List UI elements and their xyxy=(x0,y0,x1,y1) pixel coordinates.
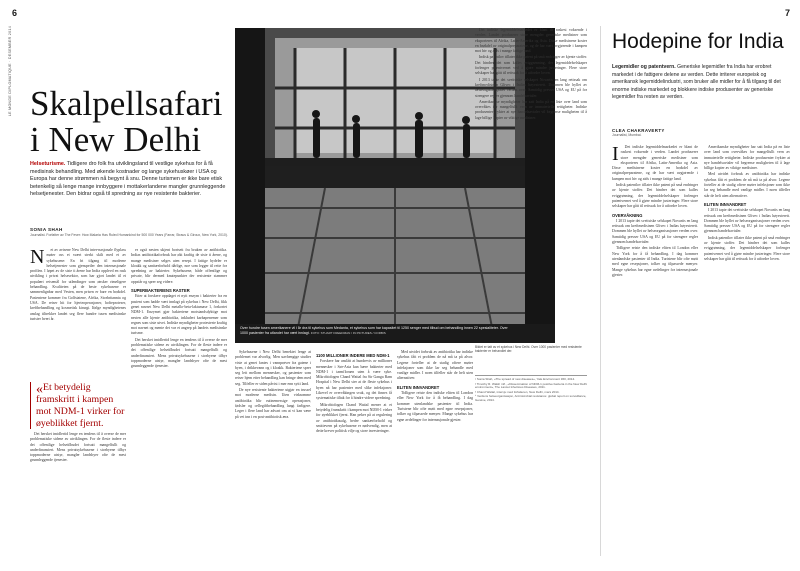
body-column-3 xyxy=(235,350,311,562)
right-article-headline: Hodepine for India xyxy=(612,30,784,53)
pull-quote xyxy=(30,382,126,429)
left-page-number: 6 xyxy=(12,8,18,18)
body-paragraph: Indisk patentlov tillater ikke patent på små endringer av kjente stoffer. Det hindrer det som kalles eviggrønning, der legemiddelselskaper forlenger patentvernet ved å gjøre mindre justeringer. Flere store selskaper har gått til rettssak for å utfordre loven. xyxy=(475,55,587,76)
body-paragraph: Det hersket imidlertid lenge en tendens til å overse de mer problematiske sidene av utviklingen. For de fleste indere er det offentlige helsetilbudet fortsatt mangelfullt og underfinansiert. Mens privatsykehusene i storbyene tilbyr toppmoderne utstyr, mangler landsbyer ofte de mest grunnleggende tjenester. xyxy=(30,432,126,463)
footnote: ² Timothy R. Walsh mfl., «Dissemination of NDM-1 positive bacteria in the New Delhi environment», The Lancet Infectious Diseases, 2011. xyxy=(475,381,587,390)
footnote: ³ Chand Wattal, intervju med forfatteren, New Delhi, mars 2014. xyxy=(475,389,560,394)
body-paragraph: Med utvidet forbruk av antibiotika har indiske sykehus fått et problem de nå må ta på alvor. Legene forteller at de stadig oftere møter infeksjoner som ikke lar seg behandle med vanlige midler. I noen tilfeller står de helt uten alternativer. xyxy=(704,172,790,198)
body-paragraph: Tidligere reiste den indiske eliten til London eller New York for å få behandling. I dag kommer utenlandske pasienter til India. Turistene blir ofte møtt med egne resepsjoner, tolker og tilpassede menyer. Mange sykehus har egne avdelinger for internasjonale gjester. xyxy=(397,391,473,422)
side-runner: LE MONDE DIPLOMATIQUE · DESEMBER 2014 xyxy=(8,26,12,117)
body-column-5 xyxy=(397,350,473,562)
body-column-2 xyxy=(131,248,227,562)
byline-description: Journalist. Forfatter av The Fever: How Malaria Has Ruled Humankind for 500 000 Years (Farrar, Straus & Giroux, New York, 2010). xyxy=(30,233,228,237)
right-body-column-1 xyxy=(612,145,698,563)
body-paragraph: Sykehusene i New Delhi benektet lenge at problemet var alvorlig. Men uavhengige studier viste at genet fantes i vannprøver fra gatene i byen, i drikkevann og i kloakk. Bakteriene sprer seg lett mellom mennesker, og pasienter som reiser hjem etter behandling kan bringe dem med seg. Tilfeller er siden påvist i mer enn sytti land. xyxy=(235,350,311,386)
article-lead xyxy=(30,161,228,199)
body-paragraph: Etter at forskere oppdaget et nytt enzym i bakterier fra en pasient som hadde vært innlagt på sykehus i New Delhi, fikk genet navnet New Delhi metallo-beta-laktamase 1, forkortet NDM-1. Enzymet gjør bakteriene motstandsdyktige mot nesten alle kjente antibiotika, inkludert karbapenemer som regnes som siste utvei. Indiske myndigheter protesterte kraftig mot navnet og mente det var et angrep på landets medisinske turisme. xyxy=(131,294,227,336)
body-paragraph: Tidligere reiste den indiske eliten til London eller New York for å få behandling. I dag kommer utenlandske pasienter til India. Turistene blir ofte møtt med egne resepsjoner, tolker og tilpassede menyer. Mange sykehus har egne avdelinger for internasjonale gjester. xyxy=(612,246,698,277)
body-paragraph: Forskere har anslått at hundrevis av millioner mennesker i Sør-Asia kan bære bakterier med NDM-1 i tarmfloraen uten å være syke. Mikrobiologen Chand Wattal fra Sir Ganga Ram Hospital i New Delhi sier at de fleste sykehus i byen nå har pasienter med slike infeksjoner. Likevel er overvåkingen svak, og det finnes få systematiske tiltak for å hindre videre spredning. xyxy=(316,359,392,401)
footnote: ⁴ Verdens helseorganisasjon, Antimicrobial resistance: global report on surveillance, Genève, 2014. xyxy=(475,394,587,403)
body-paragraph: Amerikanske myndigheter har satt India på en liste over land som overvåkes for mangelfullt vern av immaterielle rettigheter. Indiske produsenter frykter at nye handelsavtaler vil begrense muligheten til å lage billige kopier av viktige medisiner. xyxy=(704,145,790,171)
notes-divider xyxy=(475,375,587,376)
sidebar-caption: Bildet er tatt av et sykehus i New Delhi. Over 1000 pasienter med resistente bakterier er behandlet der. xyxy=(475,345,582,354)
subheading: ELITEN INNVANDRET xyxy=(704,201,747,207)
body-paragraph: I 2013 tapte det sveitsiske selskapet Novartis en lang rettssak om kreftmedisinen Glivec i Indias høyesterett. Dommen ble hyllet av helseorganisasjoner verden over. Samtidig presser USA og EU på for strengere regler gjennom handelsavtaler. xyxy=(612,218,698,245)
body-paragraph: Med utvidet forbruk av antibiotika har indiske sykehus fått et problem de nå må ta på alvor. Legene forteller at de stadig oftere møter infeksjoner som ikke lar seg behandle med vanlige midler. I noen tilfeller står de helt uten alternativer. xyxy=(397,350,473,381)
body-paragraph: Amerikanske myndigheter har satt India på en liste over land som overvåkes for mangelfullt vern av immaterielle rettigheter. Indiske produsenter frykter at nye handelsavtaler vil begrense muligheten til å lage billige kopier av viktige medisiner. xyxy=(475,99,587,120)
page-gutter xyxy=(600,26,601,556)
subheading: 1100 MILLIONER INDERE MED NDM-1 xyxy=(316,353,390,358)
body-paragraph: Det indiske legemiddelmarkedet er blant de raskest voksende i verden. Landet produserer store mengder generiske medisiner som eksporteres til Afrika, Latin-Amerika og Asia. Disse medisinene koster en brøkdel av originalpreparatene, og de har vært avgjørende i kampen mot hiv og aids i mange fattige land. xyxy=(475,28,587,54)
right-page-number: 7 xyxy=(784,8,790,18)
lead-text: Tidligere dro folk fra utviklingsland til vestlige sykehus for å få medisinsk behandling. Med økende kostnader og lange sykehuskøer i USA og Europa har denne strømmen nå begynt å snu. Denne turismen er ikke bare etisk betenkelig så lenge mange innbyggere i mottakerlandene mangler grunnleggende helsetjenester. Den bidrar også til spredning av nye resistente bakterier. xyxy=(30,161,226,198)
lead-kicker: Helseturisme. xyxy=(30,161,66,167)
photo-credit: FOTO: STUART FREEDMAN / IN PICTURES / CORBIS xyxy=(310,330,386,335)
body-paragraph: et av avisene New Delhi inter-nasjonale flyplass møter oss et svært sterkt skilt med et av sykehusene: En fri tilgang til moderne helsetjenester som gjenspeiler den internasjonale profilen. I løpet av de siste ti årene har India opplevd en rask utvikling i privat helsesektor, som har gjort landet til et populært reisemål for utlendinger som ønsker rimeligere behandling. Kvaliteten på de beste sykehusene er sammenlignbar med Vesten, men prisen er bare en brøkdel. Pasientene kommer fra Golfstatene, Afrika, Storbritannia og USA. De reiser hit for hjerteoperasjoner, hofteproteser, kreftbehandling og kosmetisk kirurgi. Ifølge myndighetenes anslag tiltrekker landet seg flere hundre tusen medisinske turister hvert år. xyxy=(30,248,126,321)
right-body-column-2 xyxy=(704,145,790,563)
subheading: ELITEN INNVANDRET xyxy=(397,384,440,390)
caption-text: Over hundre tusen amerikanere vil i år dra til sykehus som Medanta, et sykehus som har kapasitet til 1250 senger med tilbud om behandling innen 22 spesialiteter. Over 1000 pasienter fra utlandet har vært innlagt. xyxy=(240,326,508,335)
subheading: OVERVÅKNING xyxy=(612,212,643,218)
body-paragraph: Det hersket imidlertid lenge en tendens til å overse de mer problematiske sidene av utviklingen. For de fleste indere er det offentlige helsetilbudet fortsatt mangelfullt og underfinansiert. Mens privatsykehusene i storbyene tilbyr toppmoderne utstyr, mangler landsbyer ofte de mest grunnleggende tjenester. xyxy=(131,337,227,369)
body-paragraph: Mikrobiologen Chand Wattal mener at et betydelig framskritt i kampen mot NDM-1 virker for øyeblikket fjernt. Han peker på at regulering av antibiotikasalg, bedre sanitærforhold og smittevern på sykehusene er nødvendig, men at dette krever politisk vilje og store investeringer. xyxy=(316,402,392,434)
body-paragraph: er også nesten ukjent bortsett fra bruken av antibiotika. Indias antibiotikaforbruk har økt kraftig de siste ti årene, og mange medisiner selges uten resept. I fattige bydeler er kloakk og sanitærforhold dårlige, noe som legger til rette for spredning av bakterier. Sykehusene, både offentlige og private, blir dermed knutepunkter der resistente stammer oppstår og sprer seg videre. xyxy=(131,248,227,284)
right-byline-name: CLEA CHAKRAVERTY xyxy=(612,128,665,133)
drop-cap: N xyxy=(30,248,45,268)
article-byline xyxy=(30,227,228,237)
body-column-1 xyxy=(30,248,126,378)
footnote: ¹ Sonia Shah, «The spread of new diseases», Yale Environment 360, 2014. xyxy=(475,378,575,381)
body-paragraph: De nye resistente bakteriene utgjør en trussel mot moderne medisin. Uten virksomme antibiotika blir rutinemessige operasjoner, fødsler og cellegiftbehandling langt farligere. Leger i flere land har advart om at vi kan være på vei inn i en post-antibiotisk æra. xyxy=(235,388,311,419)
body-paragraph: Indisk patentlov tillater ikke patent på små endringer av kjente stoffer. Det hindrer det som kalles eviggrønning, der legemiddelselskaper forlenger patentvernet ved å gjøre mindre justeringer. Flere store selskaper har gått til rettssak for å utfordre loven. xyxy=(704,235,790,261)
right-byline-description: Journalist, Mumbai. xyxy=(612,133,642,137)
right-lead-kicker: Legemidler og patentvern. xyxy=(612,64,676,70)
article-headline: Skalpellsafari i New Delhi xyxy=(30,84,223,159)
right-lead-text: Generiske legemidler fra India har erobret markedet i de fattigere delene av verden. Dette irriterer europeisk og amerikansk legemiddelindustri, som bruker alle midler for å få tilgang til det enorme indiske markedet og blokkere indiske produsenter av generiske legemidler fra resten av verden. xyxy=(612,64,781,100)
subheading: SUPERBAKTERIENS RASTER xyxy=(131,288,190,294)
right-article-lead xyxy=(612,64,792,102)
body-column-1b xyxy=(30,432,126,562)
pull-quote-text: Et betydelig framskritt i kampen mot NDM-1 virker for øyeblikket fjernt. xyxy=(36,382,125,429)
footnotes xyxy=(475,378,587,404)
photo-caption xyxy=(240,326,510,335)
body-paragraph: Det indiske legemiddelmarkedet er blant de raskest voksende i verden. Landet produserer store mengder generiske medisiner som eksporteres til Afrika, Latin-Amerika og Asia. Disse medisinene koster en brøkdel av originalpreparatene, og de har vært avgjørende i kampen mot hiv og aids i mange fattige land. xyxy=(612,145,698,181)
body-column-4 xyxy=(316,350,392,562)
body-paragraph: I 2013 tapte det sveitsiske selskapet Novartis en lang rettssak om kreftmedisinen Glivec i Indias høyesterett. Dommen ble hyllet av helseorganisasjoner verden over. Samtidig presser USA og EU på for strengere regler gjennom handelsavtaler. xyxy=(475,77,587,98)
body-paragraph: I 2013 tapte det sveitsiske selskapet Novartis en lang rettssak om kreftmedisinen Glivec i Indias høyesterett. Dommen ble hyllet av helseorganisasjoner verden over. Samtidig presser USA og EU på for strengere regler gjennom handelsavtaler. xyxy=(704,208,790,234)
byline-name: SONIA SHAH xyxy=(30,227,63,232)
quote-mark-icon: « xyxy=(36,382,43,397)
body-paragraph: Indisk patentlov tillater ikke patent på små endringer av kjente stoffer. Det hindrer det som kalles eviggrønning, der legemiddelselskaper forlenger patentvernet ved å gjøre mindre justeringer. Flere store selskaper har gått til rettssak for å utfordre loven. xyxy=(612,183,698,209)
right-article-byline xyxy=(612,128,792,137)
body-column-6 xyxy=(475,28,587,340)
drop-cap: I xyxy=(612,145,619,165)
